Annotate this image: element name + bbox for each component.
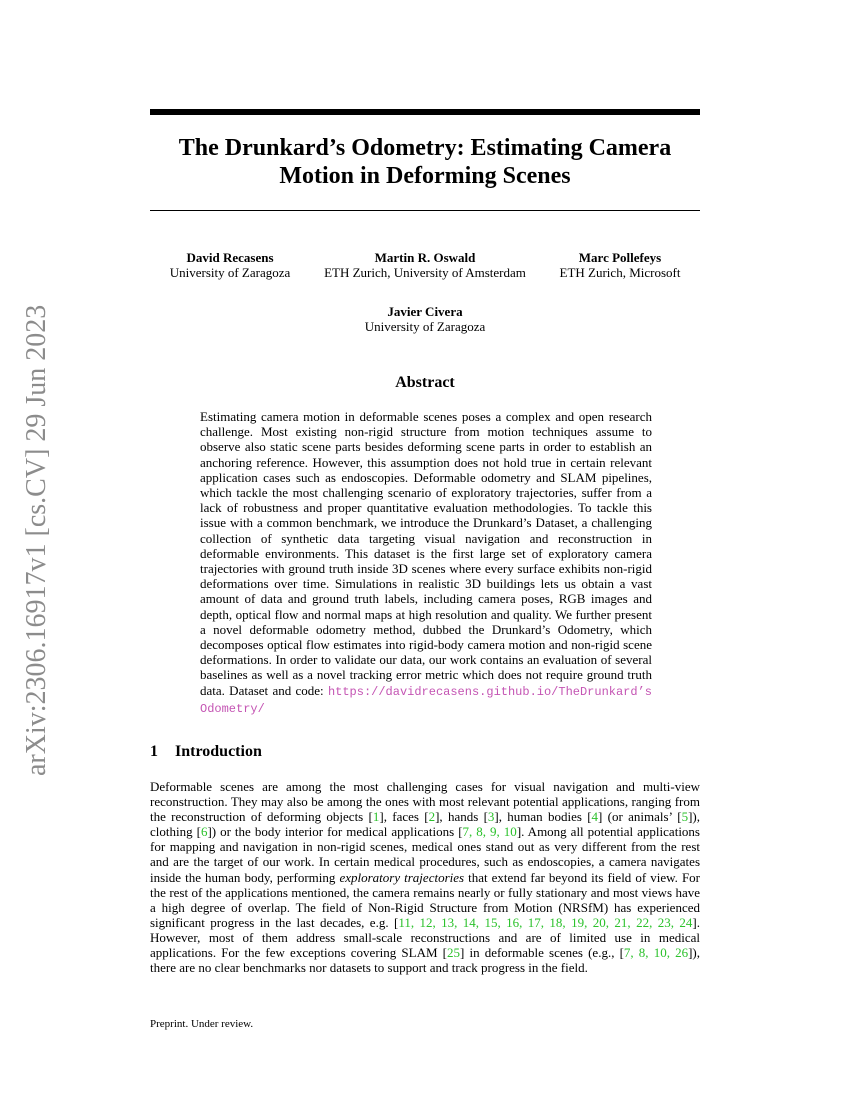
text-run: that extend far beyond its field of view. For the rest of the applications mentioned, the camera remains nearly or fully stationary and most views have a high degree of overlap. The field of Non-Rigid Structure from Motion (NRSfM) has experienced significant progress in the last decades, e.g. [ xyxy=(150,869,701,930)
section-title: Introduction xyxy=(175,743,262,760)
citation-link[interactable]: 7, 8, 10, 26 xyxy=(623,945,689,961)
citation-link[interactable]: 6 xyxy=(200,824,208,840)
text-run: ] (or animals’ [ xyxy=(598,809,682,825)
author-block-3 xyxy=(545,250,695,280)
citation-link[interactable]: 2 xyxy=(428,809,436,825)
text-run: ], faces [ xyxy=(379,809,429,825)
dataset-link[interactable]: https://davidrecasens.github.io/TheDrunkard’sOdometry/ xyxy=(200,684,652,716)
arxiv-identifier: arXiv:2306.16917v1 [cs.CV] 29 Jun 2023 xyxy=(21,304,52,776)
author-affiliation: ETH Zurich, Microsoft xyxy=(559,265,681,280)
text-run: ], human bodies [ xyxy=(494,809,592,825)
emphasis-text: exploratory trajectories xyxy=(339,869,465,885)
citation-link[interactable]: 1 xyxy=(372,809,380,825)
author-affiliation: ETH Zurich, University of Amsterdam xyxy=(324,265,526,280)
author-block-4 xyxy=(335,304,515,334)
intro-paragraph xyxy=(150,779,700,975)
abstract-heading: Abstract xyxy=(395,374,455,391)
paper-title: The Drunkard’s Odometry: Estimating Camera Motion in Deforming Scenes xyxy=(178,135,672,189)
text-run: Deformable scenes are among the most challenging cases for visual navigation and multi-view reconstruction. They may also be among the ones with most relevant potential applications, ranging from the reconstruction of deforming objects [ xyxy=(150,779,700,825)
title-bottom-rule xyxy=(150,210,700,211)
author-name: Javier Civera xyxy=(387,304,463,319)
citation-link[interactable]: 25 xyxy=(446,945,460,961)
citation-link[interactable]: 4 xyxy=(591,809,599,825)
author-name: David Recasens xyxy=(186,250,274,265)
title-top-rule xyxy=(150,109,700,115)
abstract-text xyxy=(200,409,652,717)
citation-link[interactable]: 5 xyxy=(681,809,689,825)
text-run: ]), there are no clear benchmarks nor datasets to support and track progress in the field. xyxy=(150,945,701,976)
author-affiliation: University of Zaragoza xyxy=(364,319,486,334)
author-block-2 xyxy=(310,250,540,280)
text-run: ]), clothing [ xyxy=(150,809,700,840)
text-run: ]. However, most of them address small-scale reconstructions and are of limited use in medical applications. For the few exceptions covering SLAM [ xyxy=(150,914,700,961)
author-name: Martin R. Oswald xyxy=(374,250,476,265)
text-run: ]. Among all potential applications for mapping and navigation in non-rigid scenes, medical ones stand out as very different from the rest and are the target of our work. In certain medical procedures, such as endoscopies, a camera navigates inside the human body, performing xyxy=(150,824,700,885)
text-run: ]) or the body interior for medical applications [ xyxy=(207,824,463,840)
author-name: Marc Pollefeys xyxy=(578,250,662,265)
section-heading xyxy=(150,742,262,762)
text-run: ] in deformable scenes (e.g., [ xyxy=(459,945,624,961)
citation-link[interactable]: 3 xyxy=(487,809,495,825)
author-affiliation: University of Zaragoza xyxy=(169,265,291,280)
section-number: 1 xyxy=(150,743,158,760)
citation-link[interactable]: 7, 8, 9, 10 xyxy=(462,824,517,840)
citation-link[interactable]: 11, 12, 13, 14, 15, 16, 17, 18, 19, 20, 21, 22, 23, 24 xyxy=(398,914,693,930)
author-block-1 xyxy=(155,250,305,280)
text-run: ], hands [ xyxy=(435,809,488,825)
abstract-body: Estimating camera motion in deformable scenes poses a complex and open research challenge. Most existing non-rigid structure from motion techniques assume to observe also static scene parts besides deforming scene parts in order to establish an anchoring reference. However, this assumption does not hold true in certain relevant application cases such as endoscopies. Deformable odometry and SLAM pipelines, which tackle the most challenging scenario of exploratory trajectories, suffer from a lack of robustness and proper quantitative evaluation methodologies. To tackle this issue with a common benchmark, we introduce the Drunkard’s Dataset, a challenging collection of synthetic data targeting visual navigation and reconstruction in deformable environments. This dataset is the first large set of exploratory camera trajectories with ground truth inside 3D scenes where every surface exhibits non-rigid deformations over time. Simulations in realistic 3D buildings lets us obtain a vast amount of data and ground truth labels, including camera poses, RGB images and depth, optical flow and normal maps at high resolution and quality. We further present a novel deformable odometry method, dubbed the Drunkard’s Odometry, which decomposes optical flow estimates into rigid-body camera motion and non-rigid scene deformations. In order to validate our data, our work contains an evaluation of several baselines as well as a novel tracking error metric which does not require ground truth data. Dataset and code: xyxy=(200,409,652,698)
preprint-footer: Preprint. Under review. xyxy=(150,1018,254,1030)
